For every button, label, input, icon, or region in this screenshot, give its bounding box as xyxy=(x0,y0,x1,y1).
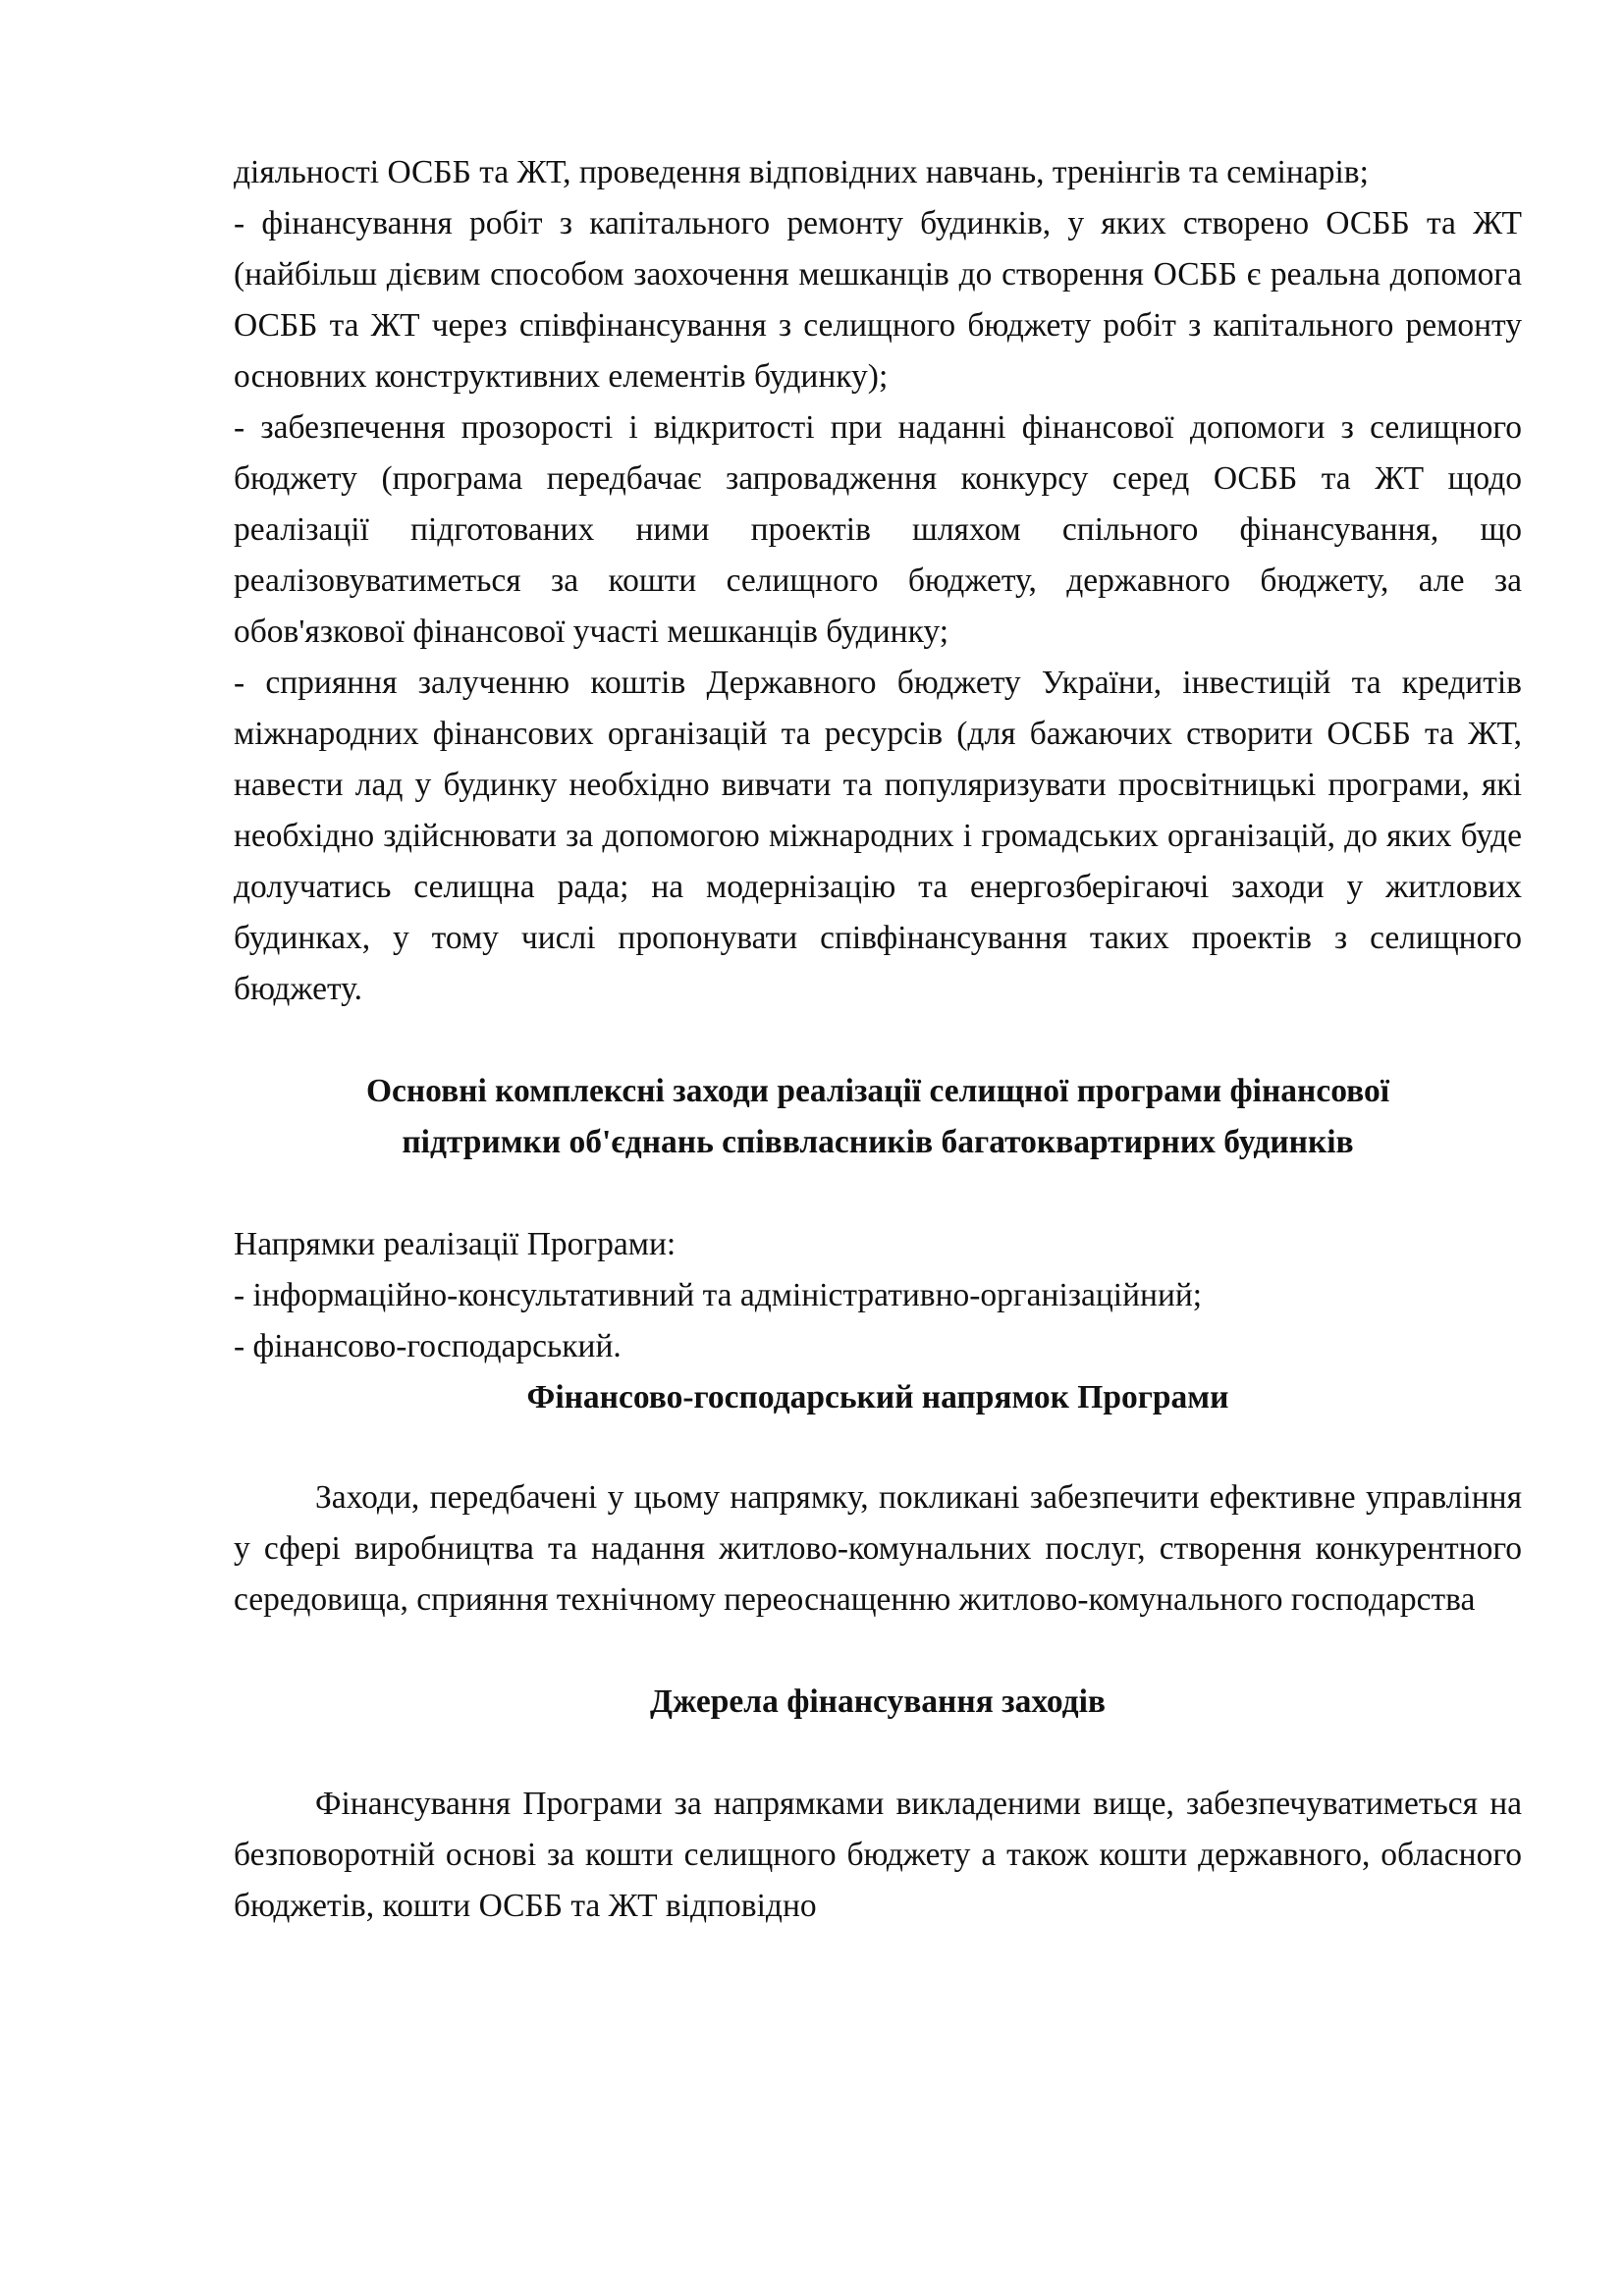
directions-title: Напрямки реалізації Програми: xyxy=(234,1226,677,1262)
spacer xyxy=(234,1728,1522,1779)
direction-item-financial: - фінансово-господарський. xyxy=(234,1328,622,1364)
heading-funding-sources: Джерела фінансування заходів xyxy=(650,1683,1106,1720)
financial-paragraph: Заходи, передбачені у цьому напрямку, покликані забезпечити ефективне управління у сфері виробництва та надання житлово-комунальних послуг, створення конкурентного середовища, сприяння технічному переоснащенню житлово-комунального господарства xyxy=(234,1479,1522,1618)
list-item-state-budget: - сприяння залученню коштів Державного бюджету України, інвестицій та кредитів міжнародних фінансових організацій та ресурсів (для бажаючих створити ОСББ та ЖТ, навести лад у будинку необхідно вивчати та популяризувати просвітницькі програми, які необхідно здійснювати за допомогою міжнародних і громадських організацій, до яких буде долучатись селищна рада; на модернізацію та енергозберігаючі заходи у житлових будинках, у тому числі пропонувати співфінансування таких проектів з селищного бюджету. xyxy=(234,665,1522,1007)
list-item-transparency: - забезпечення прозорості і відкритості при наданні фінансової допомоги з селищного бюджету (програма передбачає запровадження конкурсу серед ОСББ та ЖТ щодо реалізації підготованих ними проектів шляхом спільного фінансування, що реалізовуватиметься за кошти селищного бюджету, державного бюджету, але за обов'язкової фінансової участі мешканців будинку; xyxy=(234,409,1522,650)
direction-item-info: - інформаційно-консультативний та адміністративно-організаційний; xyxy=(234,1277,1203,1313)
list-item-capital-repair: - фінансування робіт з капітального ремонту будинків, у яких створено ОСББ та ЖТ (найбільш дієвим способом заохочення мешканців до створення ОСББ є реальна допомога ОСББ та ЖТ через співфінансування з селищного бюджету робіт з капітального ремонту основних конструктивних елементів будинку); xyxy=(234,205,1522,395)
heading-measures-line-1: Основні комплексні заходи реалізації селищної програми фінансової xyxy=(365,1073,1390,1109)
spacer xyxy=(234,1168,1522,1219)
heading-measures-line-2: підтримки об'єднань співвласників багатоквартирних будинків xyxy=(402,1124,1354,1160)
heading-financial-direction: Фінансово-господарський напрямок Програми xyxy=(526,1379,1229,1415)
spacer xyxy=(234,1015,1522,1066)
spacer xyxy=(234,1423,1522,1472)
sources-paragraph: Фінансування Програми за напрямками викладеними вище, забезпечуватиметься на безповоротній основі за кошти селищного бюджету а також кошти державного, обласного бюджетів, кошти ОСББ та ЖТ відповідно xyxy=(234,1786,1522,1924)
spacer xyxy=(234,1626,1522,1677)
intro-continuation: діяльності ОСББ та ЖТ, проведення відповідних навчань, тренінгів та семінарів; xyxy=(234,154,1369,190)
document-page xyxy=(234,147,1522,1932)
